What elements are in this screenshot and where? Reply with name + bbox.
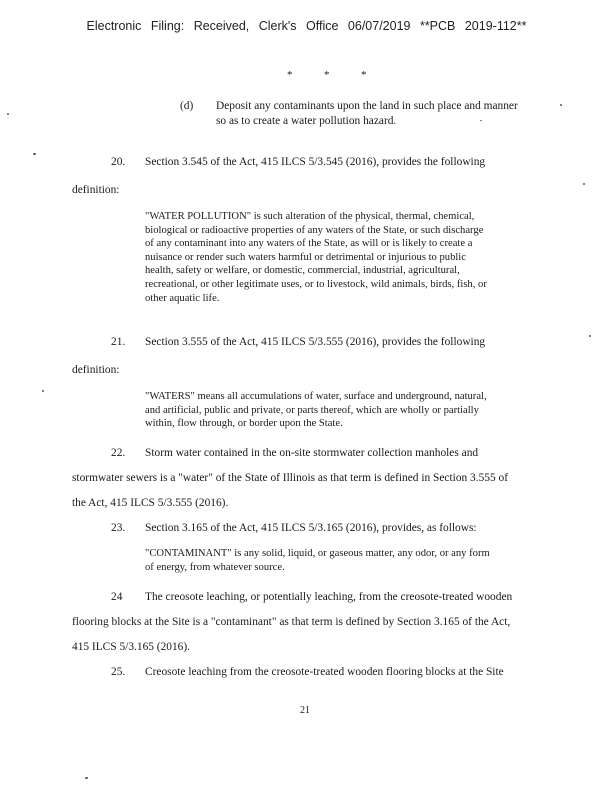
item-d-label: (d) (180, 100, 194, 112)
section-break-star: * (324, 69, 330, 81)
paragraph-23-line: Section 3.165 of the Act, 415 ILCS 5/3.165 (2016), provides, as follows: (145, 522, 477, 534)
definition-line: health, safety or welfare, or domestic, commercial, industrial, agricultural, (145, 265, 460, 277)
paragraph-number-21: 21. (111, 336, 126, 348)
paragraph-number-23: 23. (111, 522, 126, 534)
definition-line: and artificial, public and private, or parts thereof, which are wholly or partially (145, 404, 479, 416)
scan-speck (85, 777, 88, 779)
paragraph-number-24: 24 (111, 591, 123, 603)
paragraph-20-line: Section 3.545 of the Act, 415 ILCS 5/3.545 (2016), provides the following (145, 156, 486, 168)
item-d-line: so as to create a water pollution hazard. (216, 115, 397, 127)
section-break-star: * (361, 69, 367, 81)
definition-line: other aquatic life. (145, 292, 220, 304)
paragraph-24-line: flooring blocks at the Site is a "contaminant" as that term is defined by Section 3.165 of the Act, (72, 616, 511, 628)
section-break-star: * (287, 69, 293, 81)
scan-speck (33, 153, 36, 155)
definition-line: of any contaminant into any waters of the State, as will or is likely to create a (145, 238, 473, 250)
water-pollution-definition (145, 210, 540, 305)
scan-speck (42, 390, 44, 392)
scan-speck (7, 113, 9, 115)
definition-line: recreational, or other legitimate uses, or to livestock, wild animals, birds, fish, or (145, 278, 487, 290)
page-number: 21 (300, 705, 310, 716)
scan-speck (589, 335, 591, 337)
contaminant-definition (145, 547, 545, 574)
paragraph-22-line: the Act, 415 ILCS 5/3.555 (2016). (72, 497, 229, 509)
paragraph-21-line: Section 3.555 of the Act, 415 ILCS 5/3.555 (2016), provides the following (145, 336, 486, 348)
definition-line: "WATER POLLUTION" is such alteration of the physical, thermal, chemical, (145, 211, 475, 222)
definition-line: within, flow through, or border upon the State. (145, 418, 343, 430)
paragraph-24-line: 415 ILCS 5/3.165 (2016). (72, 641, 191, 653)
paragraph-20-line: definition: (72, 184, 120, 196)
definition-line: of energy, from whatever source. (145, 561, 285, 573)
definition-line: "CONTAMINANT" is any solid, liquid, or gaseous matter, any odor, or any form (145, 548, 490, 559)
item-d-line: Deposit any contaminants upon the land in such place and manner (216, 100, 518, 112)
scan-speck (480, 120, 482, 121)
paragraph-25-line: Creosote leaching from the creosote-treated wooden flooring blocks at the Site (145, 666, 504, 678)
definition-line: biological or radioactive properties of any waters of the State, or such discharge (145, 224, 484, 236)
paragraph-24-line: The creosote leaching, or potentially leaching, from the creosote-treated wooden (145, 591, 513, 603)
scan-speck (583, 183, 585, 185)
section-break (287, 69, 398, 81)
definition-line: "WATERS" means all accumulations of water, surface and underground, natural, (145, 391, 487, 402)
paragraph-22-line: stormwater sewers is a "water" of the State of Illinois as that term is defined in Section 3.555 of (72, 472, 509, 484)
filing-header: Electronic Filing: Received, Clerk's Office 06/07/2019 **PCB 2019-112** (86, 19, 527, 33)
paragraph-number-22: 22. (111, 447, 126, 459)
waters-definition (145, 390, 540, 431)
paragraph-number-25: 25. (111, 666, 126, 678)
definition-line: nuisance or render such waters harmful or detrimental or injurious to public (145, 251, 466, 263)
paragraph-22-line: Storm water contained in the on-site stormwater collection manholes and (145, 447, 479, 459)
paragraph-21-line: definition: (72, 364, 120, 376)
scan-speck (560, 104, 562, 106)
paragraph-number-20: 20. (111, 156, 126, 168)
